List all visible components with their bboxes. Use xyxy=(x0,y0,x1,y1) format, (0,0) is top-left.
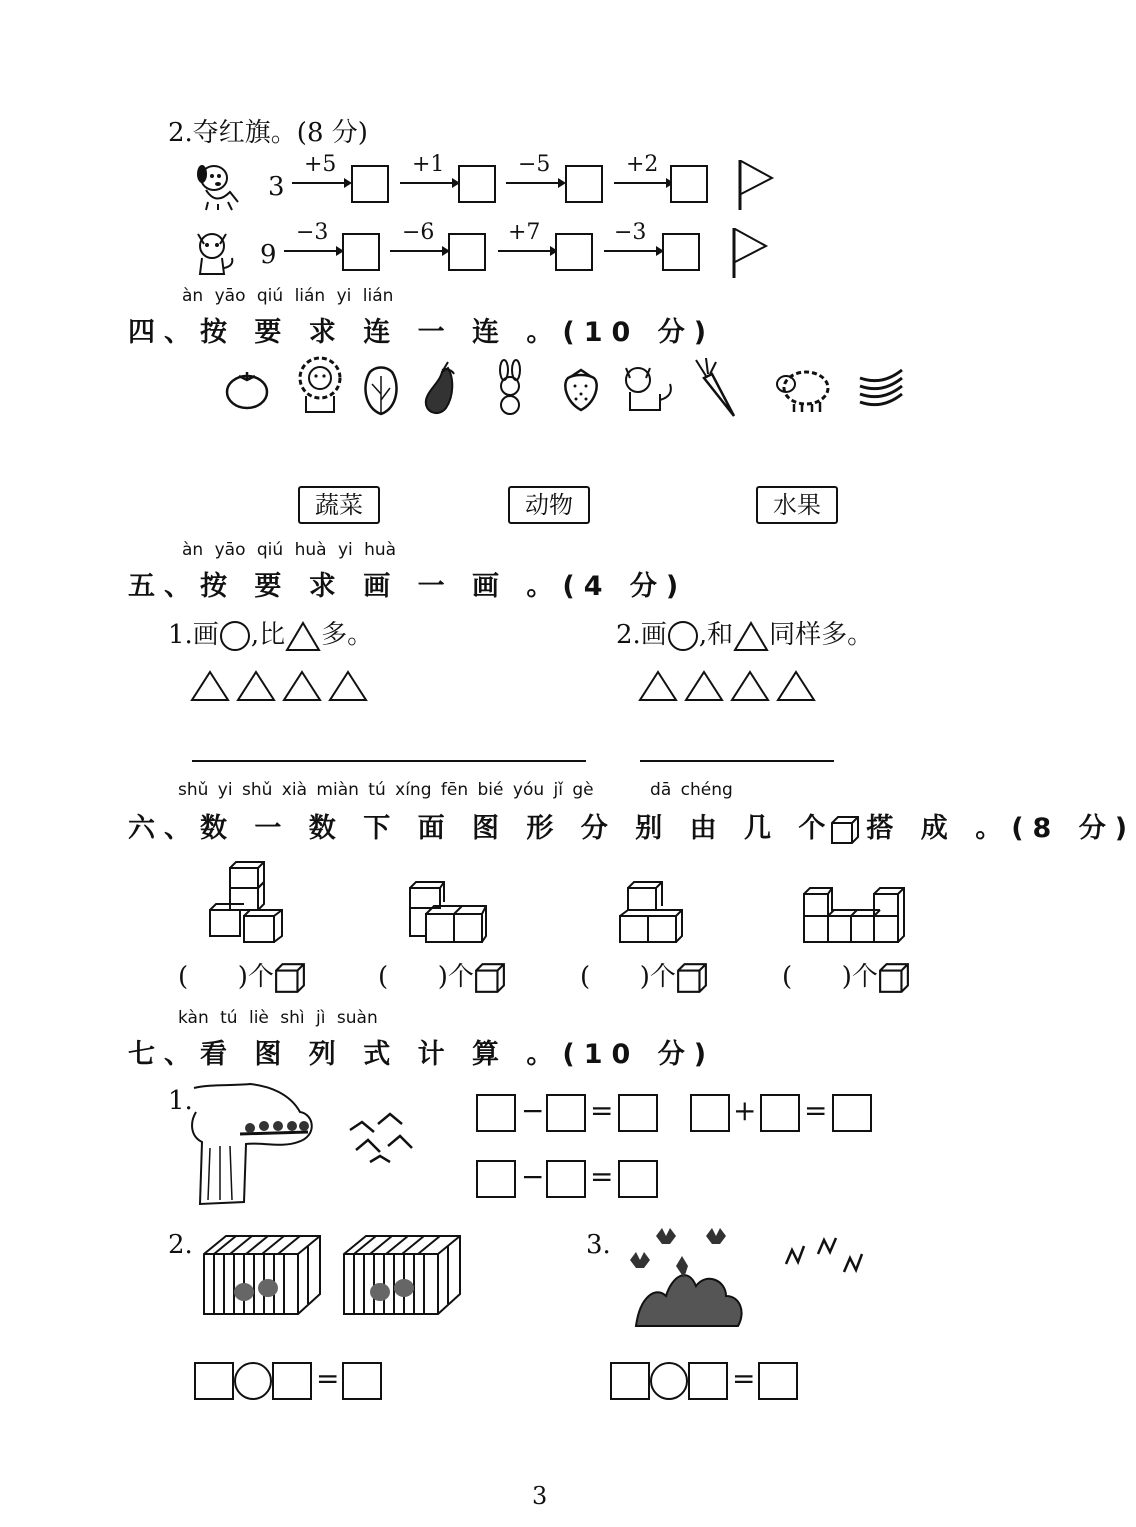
triangle-row xyxy=(190,670,376,704)
s5-q1-pre: 1.画 xyxy=(168,620,219,650)
count-answer-4[interactable] xyxy=(782,956,910,994)
s6-pinyin: shǔ yi shǔ xià miàn tú xíng fēn bié yóu jǐ gè dā chéng xyxy=(178,780,733,800)
answer-box[interactable] xyxy=(555,233,593,271)
carrot-icon[interactable] xyxy=(690,358,740,418)
cube-icon xyxy=(676,962,708,994)
rabbit-cage-icon xyxy=(200,1232,324,1316)
flying-butterflies-icon xyxy=(782,1236,866,1280)
sheep-icon[interactable] xyxy=(772,366,832,414)
row1-op-4: +2 xyxy=(626,152,659,177)
s6-title xyxy=(128,806,1136,845)
count-answer-2[interactable] xyxy=(378,956,506,994)
answer-box[interactable] xyxy=(690,1094,730,1132)
flying-birds-icon xyxy=(348,1110,418,1164)
answer-box[interactable] xyxy=(194,1362,234,1400)
cube-icon xyxy=(830,815,860,845)
s7-q1-label: 1. xyxy=(168,1086,193,1116)
cube-icon xyxy=(274,962,306,994)
answer-box[interactable] xyxy=(618,1160,658,1198)
s7-q2-label: 2. xyxy=(168,1230,193,1260)
dog-icon xyxy=(188,158,244,212)
arrow-right-icon xyxy=(400,176,460,190)
answer-box[interactable] xyxy=(458,165,496,203)
arrow-right-icon xyxy=(390,244,450,258)
arrow-right-icon xyxy=(292,176,352,190)
s5-q2-mid: ,和 xyxy=(698,620,734,650)
circle-icon xyxy=(667,620,699,652)
arrow-right-icon xyxy=(284,244,344,258)
s5-q2-post: 同样多。 xyxy=(769,620,874,650)
cube-figure-4 xyxy=(802,886,906,944)
arrow-right-icon xyxy=(614,176,674,190)
answer-box[interactable] xyxy=(476,1160,516,1198)
flag-icon xyxy=(730,226,770,280)
answer-box[interactable] xyxy=(565,165,603,203)
row2-op-2: −6 xyxy=(402,220,435,245)
q2-title: 2.夺红旗。(8 分) xyxy=(168,118,368,148)
s7-q3-label: 3. xyxy=(586,1230,611,1260)
operator-circle[interactable] xyxy=(234,1362,272,1400)
operator-circle[interactable] xyxy=(650,1362,688,1400)
count-answer-3[interactable] xyxy=(580,956,708,994)
cube-icon xyxy=(878,962,910,994)
rabbit-icon[interactable] xyxy=(490,360,530,416)
answer-box[interactable] xyxy=(760,1094,800,1132)
count-answer-text: ( )个 xyxy=(580,962,676,992)
tree-with-birds-icon xyxy=(190,1082,330,1208)
arrow-right-icon xyxy=(604,244,664,258)
cube-figure-2 xyxy=(406,878,490,944)
arrow-right-icon xyxy=(506,176,566,190)
minus-sign: − xyxy=(521,1094,545,1127)
eggplant-icon[interactable] xyxy=(420,360,460,416)
equals-sign: = xyxy=(732,1362,756,1395)
flowers-butterflies-icon xyxy=(626,1226,750,1334)
arrow-right-icon xyxy=(498,244,558,258)
cube-figure-3 xyxy=(618,878,684,944)
lion-icon[interactable] xyxy=(296,356,344,416)
page-number: 3 xyxy=(532,1482,548,1510)
answer-box[interactable] xyxy=(546,1160,586,1198)
row2-op-3: +7 xyxy=(508,220,541,245)
s5-q1-post: 多。 xyxy=(321,620,374,650)
count-answer-1[interactable] xyxy=(178,956,306,994)
answer-box[interactable] xyxy=(618,1094,658,1132)
s7-title: 七、看 图 列 式 计 算 。(10 分) xyxy=(128,1039,716,1070)
answer-box[interactable] xyxy=(351,165,389,203)
equals-sign: = xyxy=(316,1362,340,1395)
flag-icon xyxy=(736,158,776,212)
category-vegetable[interactable]: 蔬菜 xyxy=(298,486,380,524)
s5-q1 xyxy=(168,614,373,652)
count-answer-text: ( )个 xyxy=(782,962,878,992)
answer-box[interactable] xyxy=(476,1094,516,1132)
minus-sign: − xyxy=(521,1160,545,1193)
row2-op-1: −3 xyxy=(296,220,329,245)
row2-start: 9 xyxy=(260,240,277,270)
count-answer-text: ( )个 xyxy=(378,962,474,992)
triangle-icon xyxy=(733,620,769,652)
answer-box[interactable] xyxy=(670,165,708,203)
answer-box[interactable] xyxy=(342,233,380,271)
s4-pinyin: àn yāo qiú lián yi lián xyxy=(182,286,394,306)
equals-sign: = xyxy=(590,1160,614,1193)
s5-q2-pre: 2.画 xyxy=(616,620,667,650)
answer-box[interactable] xyxy=(272,1362,312,1400)
cabbage-icon[interactable] xyxy=(360,364,402,416)
circle-icon xyxy=(219,620,251,652)
answer-box[interactable] xyxy=(342,1362,382,1400)
answer-box[interactable] xyxy=(546,1094,586,1132)
row1-op-1: +5 xyxy=(304,152,337,177)
cube-figure-1 xyxy=(206,858,288,944)
row1-start: 3 xyxy=(268,172,285,202)
s5-pinyin: àn yāo qiú huà yi huà xyxy=(182,540,397,560)
triangle-row xyxy=(638,670,824,704)
category-animal[interactable]: 动物 xyxy=(508,486,590,524)
strawberry-icon[interactable] xyxy=(560,366,602,412)
s7-pinyin: kàn tú liè shì jì suàn xyxy=(178,1008,378,1028)
s5-q2 xyxy=(616,614,873,652)
equals-sign: = xyxy=(804,1094,828,1127)
answer-box[interactable] xyxy=(662,233,700,271)
s4-title: 四、按 要 求 连 一 连 。(10 分) xyxy=(128,317,716,348)
rabbit-cage-icon xyxy=(340,1232,464,1316)
row1-op-2: +1 xyxy=(412,152,445,177)
answer-box[interactable] xyxy=(688,1362,728,1400)
s5-q1-mid: ,比 xyxy=(250,620,286,650)
s6-title-pre: 六、数 一 数 下 面 图 形 分 别 由 几 个 xyxy=(128,813,835,844)
answer-line[interactable] xyxy=(640,760,834,762)
answer-box[interactable] xyxy=(758,1362,798,1400)
answer-box[interactable] xyxy=(832,1094,872,1132)
plus-sign: + xyxy=(733,1094,757,1127)
answer-box[interactable] xyxy=(610,1362,650,1400)
s5-title: 五、按 要 求 画 一 画 。(4 分) xyxy=(128,571,688,602)
cat-icon xyxy=(190,228,240,278)
s6-title-post: 搭 成 。(8 分) xyxy=(866,813,1136,844)
row2-op-4: −3 xyxy=(614,220,647,245)
answer-line[interactable] xyxy=(192,760,586,762)
cat-icon[interactable] xyxy=(620,362,676,414)
equals-sign: = xyxy=(590,1094,614,1127)
tomato-icon[interactable] xyxy=(224,366,270,410)
cube-icon xyxy=(474,962,506,994)
triangle-icon xyxy=(285,620,321,652)
banana-icon[interactable] xyxy=(856,366,906,412)
answer-box[interactable] xyxy=(448,233,486,271)
count-answer-text: ( )个 xyxy=(178,962,274,992)
row1-op-3: −5 xyxy=(518,152,551,177)
category-fruit[interactable]: 水果 xyxy=(756,486,838,524)
